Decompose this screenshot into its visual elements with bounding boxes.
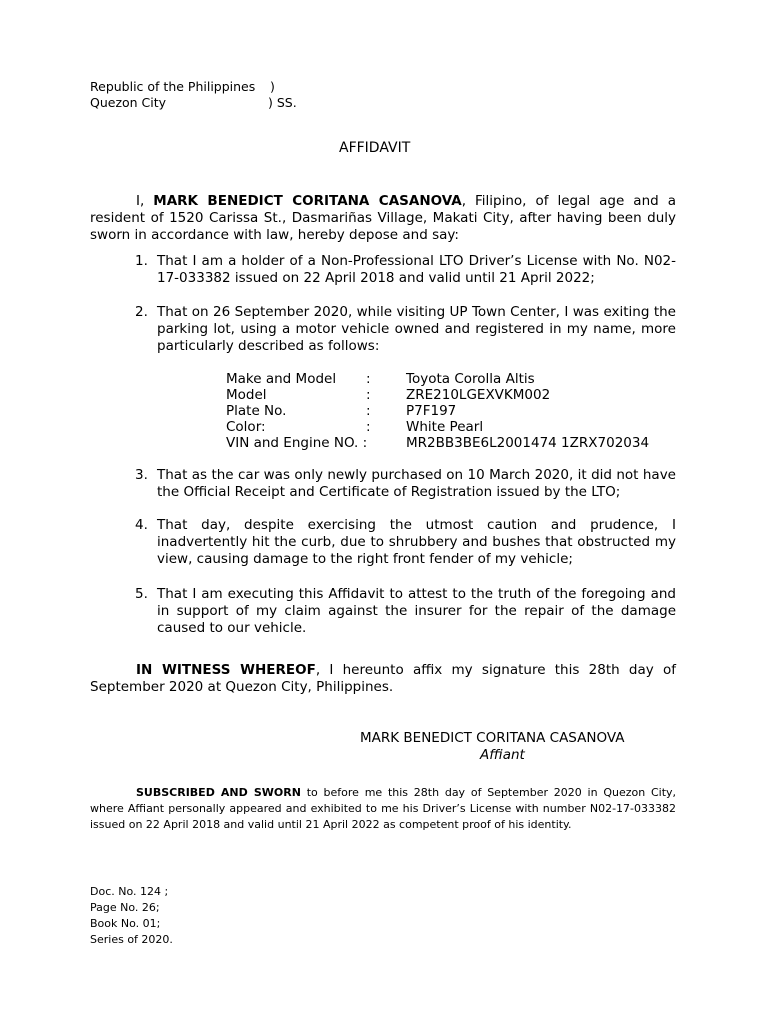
intro-lead: I, [136, 193, 154, 209]
item-number-5: 5. [135, 586, 148, 602]
intro-text: , Filipino, of legal age and a resident of 1520 Carissa St., Dasmariñas Village, Makati City, after having been duly sworn in accordance with law, hereby depose and say: [90, 193, 676, 243]
venue-line-2: Quezon City [90, 95, 167, 110]
witness-heading: IN WITNESS WHEREOF [136, 662, 316, 678]
witness-paragraph [90, 662, 676, 696]
venue-paren-ss: ) SS. [268, 95, 297, 110]
item-text-4: That day, despite exercising the utmost caution and prudence, I inadvertently hit the curb, due to shrubbery and bushes that obstructed my view, causing damage to the right front fender of my vehicle; [157, 517, 676, 567]
vehicle-row [226, 371, 649, 387]
affiant-name: MARK BENEDICT CORITANA CASANOVA [153, 193, 462, 209]
vehicle-sep: : [366, 371, 371, 387]
item-number-4: 4. [135, 517, 148, 533]
jurat-paragraph [90, 785, 676, 833]
jurat-text: to before me this 28th day of September 2020 in Quezon City, where Affiant personally appeared and exhibited to me his Driver’s License with number N02-17-033382 issued on 22 April 2018 and valid until 21 April 2022 as competent proof of his identity. [90, 786, 677, 831]
intro-paragraph [90, 193, 676, 244]
vehicle-sep: : [366, 403, 371, 419]
item-text-5: That I am executing this Affidavit to attest to the truth of the foregoing and in support of my claim against the insurer for the repair of the damage caused to our vehicle. [157, 586, 676, 636]
item-number-3: 3. [135, 467, 148, 483]
vehicle-label: Make and Model [226, 371, 337, 387]
vehicle-value: Toyota Corolla Altis [406, 371, 535, 387]
vehicle-sep: : [366, 419, 371, 435]
notarial-series: Series of 2020. [90, 933, 173, 946]
vehicle-label: Model [226, 387, 267, 403]
vehicle-label: Plate No. [226, 403, 287, 419]
notarial-page-no: Page No. 26; [90, 901, 160, 914]
vehicle-value: P7F197 [406, 403, 457, 419]
vehicle-row [226, 435, 649, 451]
venue-paren-1: ) [270, 79, 275, 94]
item-number-1: 1. [135, 253, 148, 269]
vehicle-row [226, 419, 649, 435]
witness-text: , I hereunto affix my signature this 28th day of September 2020 at Quezon City, Philippines. [90, 662, 677, 695]
item-number-2: 2. [135, 304, 148, 320]
notarial-book-no: Book No. 01; [90, 917, 161, 930]
signatory-role: Affiant [480, 747, 525, 763]
vehicle-label: Color: [226, 419, 266, 435]
item-text-2: That on 26 September 2020, while visiting UP Town Center, I was exiting the parking lot, using a motor vehicle owned and registered in my name, more particularly described as follows: [157, 304, 676, 354]
vehicle-details-table [226, 371, 649, 451]
vehicle-label: VIN and Engine NO. : [226, 435, 368, 451]
signatory-name: MARK BENEDICT CORITANA CASANOVA [360, 730, 625, 746]
vehicle-value: ZRE210LGEXVKM002 [406, 387, 551, 403]
document-title: AFFIDAVIT [339, 140, 411, 156]
vehicle-row [226, 403, 649, 419]
item-text-3: That as the car was only newly purchased on 10 March 2020, it did not have the Official Receipt and Certificate of Registration issued by the LTO; [157, 467, 676, 500]
notarial-doc-no: Doc. No. 124 ; [90, 885, 169, 898]
vehicle-value: MR2BB3BE6L2001474 1ZRX702034 [406, 435, 650, 451]
venue-line-1: Republic of the Philippines [90, 79, 256, 94]
jurat-heading: SUBSCRIBED AND SWORN [136, 786, 301, 799]
vehicle-value: White Pearl [406, 419, 484, 435]
vehicle-row [226, 387, 649, 403]
vehicle-sep: : [366, 387, 371, 403]
item-text-1: That I am a holder of a Non-Professional LTO Driver’s License with No. N02-17-033382 issued on 22 April 2018 and valid until 21 April 2022; [157, 253, 676, 286]
